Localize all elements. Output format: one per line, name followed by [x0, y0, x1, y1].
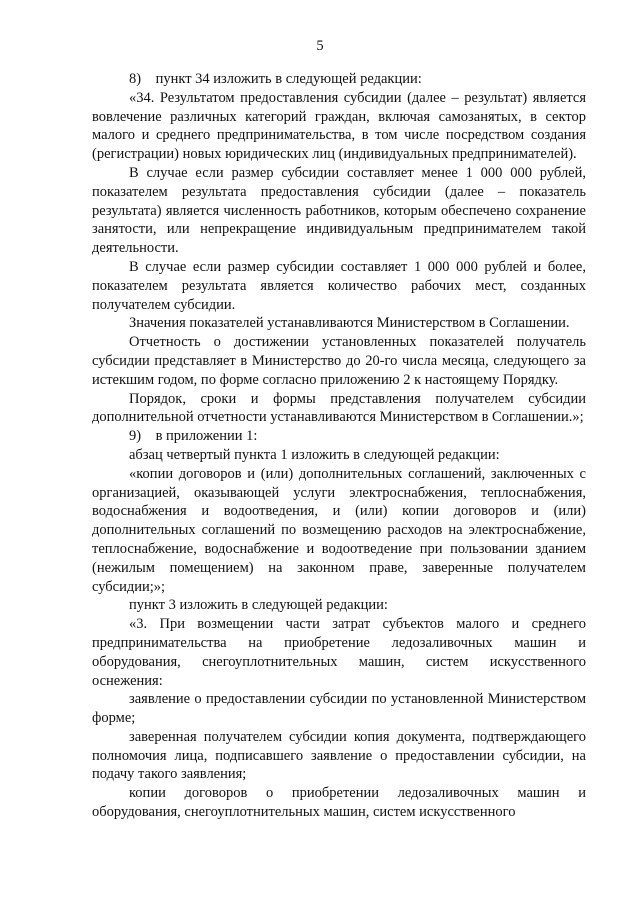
document-body [92, 70, 586, 822]
item-9-heading: 9) в приложении 1: [129, 428, 258, 445]
item-8-heading: 8) пункт 34 изложить в следующей редакции: [129, 71, 422, 87]
paragraph-application: заявление о предоставлении субсидии по установленной Министерством форме; [92, 691, 586, 727]
paragraph-contract-copies: «копии договоров и (или) дополнительных соглашений, заключенных с организацией, оказывающей услуги электроснабжения, теплоснабжения, водоснабжения и водоотведения, и (или) копии договоров и (или) дополнительных соглашений по возмещению расходов на электроснабжение, теплоснабжение, водоснабжение и водоотведение при пользовании зданием (нежилым помещением) на законном праве, заверенные получателем субсидии;»; [92, 465, 586, 595]
paragraph-additional-reporting: Порядок, сроки и формы представления получателем субсидии дополнительной отчетности устанавливаются Министерством в Соглашении.»; [92, 390, 586, 426]
paragraph-authority-copy: заверенная получателем субсидии копия документа, подтверждающего полномочия лица, подписавшего заявление о предоставлении субсидии, на подачу такого заявления; [92, 728, 586, 783]
paragraph-3-reimbursement: «3. При возмещении части затрат субъектов малого и среднего предпринимательства на приобретение ледозаливочных машин и оборудования, снегоуплотнительных машин, систем искусственного оснежения: [92, 616, 586, 689]
paragraph-abzac-4: абзац четвертый пункта 1 изложить в следующей редакции: [129, 446, 500, 463]
paragraph-punkt-3: пункт 3 изложить в следующей редакции: [129, 597, 388, 614]
paragraph-indicator-values: Значения показателей устанавливаются Министерством в Соглашении. [129, 315, 570, 332]
paragraph-reporting: Отчетность о достижении установленных показателей получатель субсидии представляет в Министерство до 20-го числа месяца, следующего за истекшим годом, по форме согласно приложению 2 к настоящему Порядку. [92, 334, 586, 388]
paragraph-over-1m: В случае если размер субсидии составляет 1 000 000 рублей и более, показателем результата является количество рабочих мест, созданных получателем субсидии. [92, 258, 586, 313]
page-number: 5 [316, 38, 324, 54]
paragraph-purchase-contracts: копии договоров о приобретении ледозаливочных машин и оборудования, снегоуплотнительных машин, систем искусственного [92, 785, 586, 821]
paragraph-34-result: «34. Результатом предоставления субсидии (далее – результат) является вовлечение различных категорий граждан, включая самозанятых, в сектор малого и среднего предпринимательства, в том числе посредством создания (регистрации) новых юридических лиц (индивидуальных предпринимателей). [92, 89, 586, 163]
paragraph-under-1m: В случае если размер субсидии составляет менее 1 000 000 рублей, показателем результата предоставления субсидии (далее – показатель результата) является численность работников, которым обеспечено сохранение занятости, или непрекращение индивидуальным предпринимателем такой деятельности. [92, 164, 586, 257]
